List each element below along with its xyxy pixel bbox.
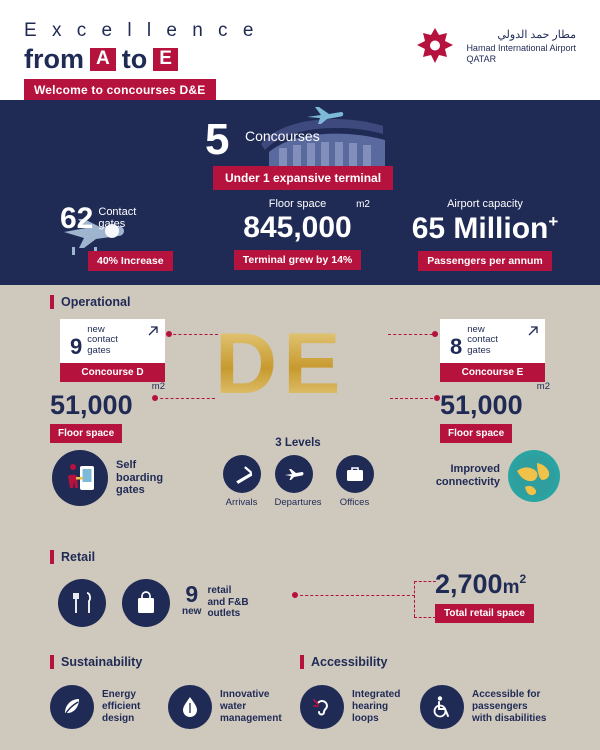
concourse-d-gate-count: 9: [70, 334, 83, 360]
hearing-loop-icon: [300, 685, 344, 729]
energy-label: [102, 689, 140, 725]
arrow-up-right-icon: [527, 325, 539, 337]
accessibility-item-wheelchair: [420, 685, 546, 729]
ce-floor-pill: Floor space: [440, 424, 512, 443]
letter-a-badge: A: [90, 48, 116, 71]
bottom-icon-row: [0, 685, 600, 745]
sbg-line3: gates: [116, 484, 145, 497]
total-retail-value: 2,700: [435, 569, 503, 599]
concourse-count-label: Concourses: [245, 128, 320, 144]
contact-gates-stat: [60, 204, 136, 234]
briefcase-icon: [336, 455, 374, 493]
body-section: [0, 285, 600, 750]
sbg-line2: boarding: [116, 471, 164, 484]
retail-row: [50, 569, 570, 637]
concourse-d-pill: Concourse D: [60, 363, 165, 382]
contact-gates-pill: 40% Increase: [88, 251, 173, 271]
wheelchair-line1: Accessible for: [472, 689, 541, 700]
self-boarding-gates-block: [52, 450, 163, 506]
accessibility-section-title: [300, 655, 387, 669]
logo-qatar: QATAR: [466, 53, 497, 64]
retail-title-text: Retail: [61, 550, 96, 564]
floor-space-pill: Terminal grew by 14%: [234, 250, 362, 270]
section-bar: [50, 550, 54, 564]
sustainability-title-text: Sustainability: [61, 655, 143, 669]
retail-count: 9: [185, 581, 199, 607]
sustainability-item-energy: [50, 685, 140, 729]
dash-connector: [295, 595, 415, 596]
excellence-text: E x c e l l e n c e: [24, 20, 259, 41]
ce-floor-value: 51,000: [440, 390, 523, 420]
water-line1: Innovative: [220, 689, 270, 700]
retail-desc-3: outlets: [207, 608, 241, 619]
level-offices: [336, 455, 374, 508]
concourse-e-pill: Concourse E: [440, 363, 545, 382]
retail-section-title: [50, 550, 95, 564]
middle-icon-row: [0, 437, 600, 535]
wheelchair-line3: with disabilities: [472, 713, 547, 724]
de-letters: DE: [215, 316, 347, 412]
energy-line2: efficient: [102, 701, 141, 712]
concourse-e-gates: [440, 319, 545, 363]
dash-connector: [414, 617, 436, 618]
hearing-line2: hearing: [352, 701, 389, 712]
under-terminal-pill: Under 1 expansive terminal: [213, 166, 393, 190]
concourse-e-floor-space: [440, 381, 550, 443]
logo-english: Hamad International Airport: [466, 42, 576, 53]
header: [0, 0, 600, 100]
wheelchair-icon: [420, 685, 464, 729]
departing-plane-icon: [275, 455, 313, 493]
connectivity-label: [436, 463, 500, 488]
concourse-d-gates: [60, 319, 165, 363]
section-bar: [50, 655, 54, 669]
water-line3: management: [220, 713, 282, 724]
water-drop-icon: [168, 685, 212, 729]
cd-floor-pill: Floor space: [50, 424, 122, 443]
arrow-up-right-icon: [147, 325, 159, 337]
levels-title: 3 Levels: [275, 437, 321, 449]
sustainability-section-title: [50, 655, 142, 669]
globe-icon: [508, 450, 560, 502]
energy-leaf-icon: [50, 685, 94, 729]
total-retail-unit: m: [502, 577, 520, 598]
from-a-to-e-line: [24, 44, 258, 75]
total-retail-sup: 2: [519, 572, 527, 586]
dash-dot: [432, 331, 438, 337]
logo-text-block: [466, 29, 576, 65]
welcome-banner: Welcome to concourses D&E: [24, 79, 216, 101]
dash-connector: [168, 334, 218, 335]
hearing-line3: loops: [352, 713, 379, 724]
level-arrivals: [223, 455, 261, 508]
water-line2: water: [220, 701, 247, 712]
airport-capacity-value: 65 Million: [411, 211, 549, 245]
logo-arabic: مطار حمد الدولي: [497, 28, 576, 41]
water-label: [220, 689, 282, 725]
sbg-line1: Self: [116, 459, 137, 472]
self-boarding-gates-label: [116, 459, 163, 497]
ce-floor-unit: m2: [536, 381, 550, 392]
sustainability-item-water: [168, 685, 282, 729]
dash-connector: [414, 581, 436, 582]
concourse-d-card: [60, 319, 165, 382]
shopping-bag-icon: [122, 579, 170, 627]
section-bar: [300, 655, 304, 669]
hia-logo-icon: [414, 26, 456, 68]
airport-capacity-sup: +: [548, 211, 559, 231]
contact-gates-label-2: gates: [98, 218, 126, 231]
contact-gates-pill-wrap: [88, 244, 173, 271]
arriving-plane-icon: [223, 455, 261, 493]
airport-capacity-stat: [395, 198, 575, 271]
total-retail-space-block: [435, 571, 534, 623]
letter-e-badge: E: [153, 48, 178, 71]
energy-line3: design: [102, 713, 135, 724]
energy-line1: Energy: [102, 689, 136, 700]
cd-new: new: [87, 324, 105, 335]
self-boarding-gate-icon: [52, 450, 108, 506]
hearing-label: [352, 689, 400, 725]
concourse-e-gate-count: 8: [450, 334, 463, 360]
to-word: to: [121, 44, 148, 74]
cd-floor-unit: m2: [151, 381, 165, 392]
retail-new-label: new: [182, 606, 202, 617]
dash-dot: [292, 592, 298, 598]
floor-space-unit: m2: [356, 199, 370, 210]
navy-stat-row: [0, 198, 600, 278]
accessibility-title-text: Accessibility: [311, 655, 388, 669]
retail-desc-2: and F&B: [207, 596, 249, 608]
accessibility-item-hearing: [300, 685, 400, 729]
cd-gates: gates: [87, 344, 111, 356]
ce-gates: gates: [467, 344, 491, 356]
operational-title-text: Operational: [61, 295, 131, 309]
dash-connector: [388, 334, 438, 335]
airport-capacity-label: Airport capacity: [447, 198, 523, 210]
operational-section-title: [50, 295, 130, 309]
contact-gates-value: 62: [60, 202, 94, 235]
levels-block: [218, 437, 378, 508]
total-retail-pill: Total retail space: [435, 604, 534, 623]
dash-dot: [166, 331, 172, 337]
conn-line2: connectivity: [435, 476, 500, 488]
concourse-count: 5: [205, 115, 230, 164]
header-title-block: [24, 20, 258, 101]
level-arrivals-label: Arrivals: [225, 497, 258, 508]
airport-logo: [414, 26, 576, 68]
retail-desc-1: retail: [207, 585, 232, 596]
level-departures-label: Departures: [274, 497, 322, 508]
wheelchair-label: [472, 689, 546, 725]
conn-line1: Improved: [450, 463, 500, 476]
dash-connector: [390, 398, 438, 399]
connectivity-block: [436, 450, 560, 502]
level-departures: [275, 455, 322, 508]
dash-connector: [414, 581, 415, 617]
floor-space-stat: [225, 198, 370, 270]
hearing-line1: Integrated: [352, 689, 401, 700]
from-word: from: [24, 44, 84, 74]
wheelchair-line2: passengers: [472, 701, 528, 712]
concourse-e-card: [440, 319, 545, 382]
airport-capacity-pill: Passengers per annum: [418, 251, 552, 271]
airplane-icon: [305, 104, 345, 126]
concourse-d-floor-space: [50, 381, 165, 443]
cd-contact: contact: [87, 334, 118, 346]
retail-count-block: [182, 583, 249, 620]
contact-gates-label-1: Contact: [98, 205, 137, 218]
ce-new: new: [467, 324, 485, 335]
floor-space-label: Floor space: [268, 198, 327, 210]
navy-stats-band: [0, 100, 600, 285]
cd-floor-value: 51,000: [50, 390, 133, 420]
ce-contact: contact: [467, 334, 498, 346]
floor-space-value: 845,000: [243, 210, 352, 244]
cutlery-icon: [58, 579, 106, 627]
level-offices-label: Offices: [339, 497, 370, 508]
section-bar: [50, 295, 54, 309]
